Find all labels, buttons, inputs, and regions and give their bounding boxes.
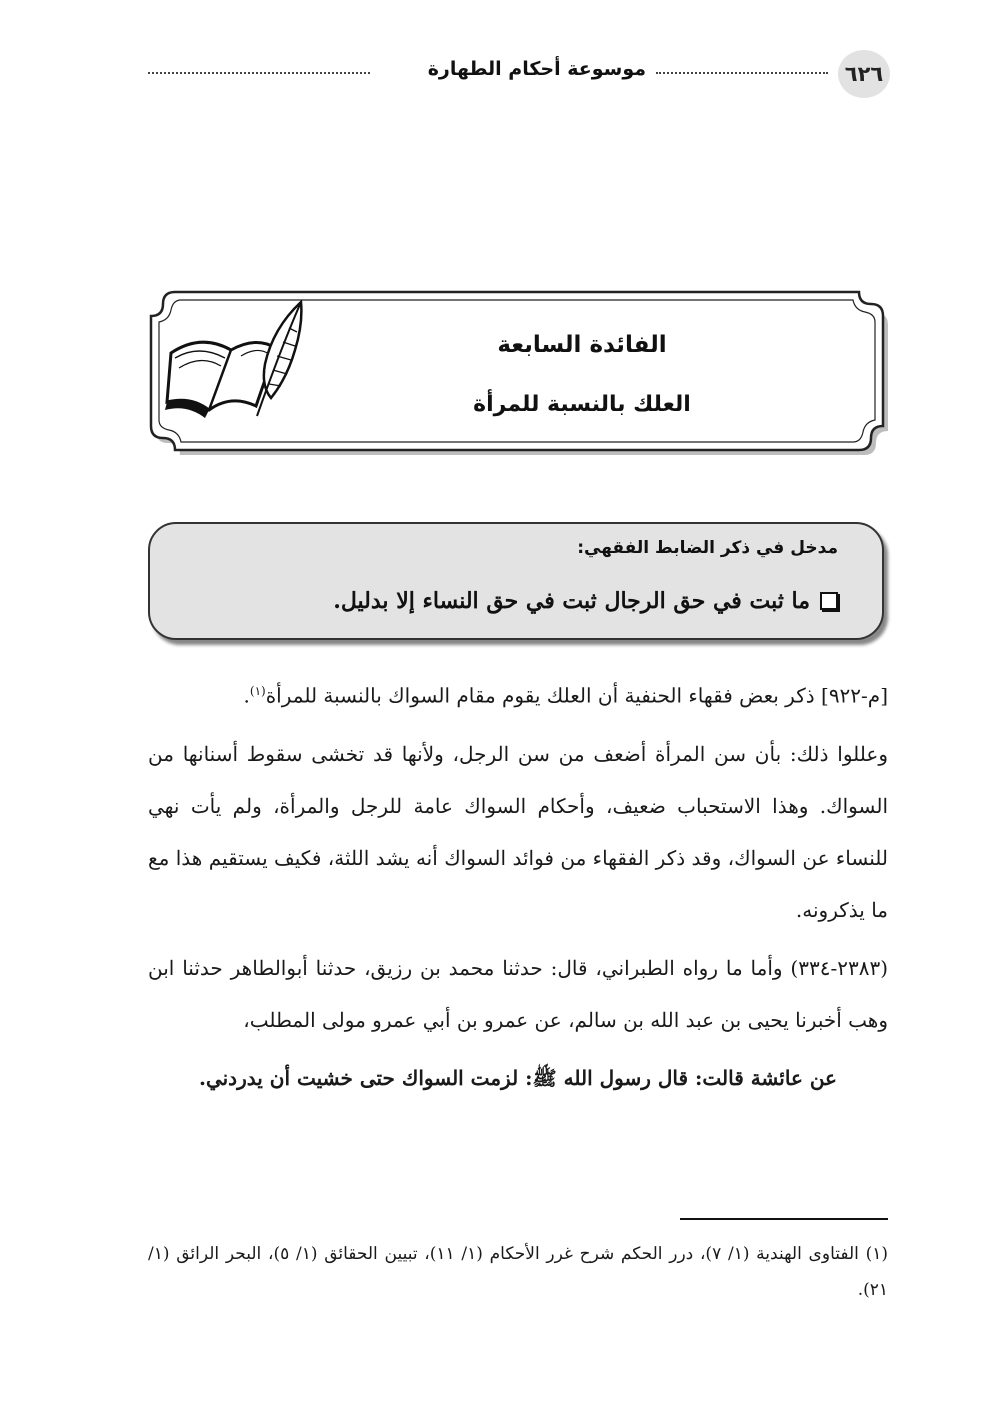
paragraph-1-end: . (243, 683, 250, 708)
running-title: موسوعة أحكام الطهارة (427, 58, 646, 80)
open-book-quill-icon (161, 298, 306, 423)
page-number: ٦٢٦ (838, 50, 890, 98)
rule-text: ما ثبت في حق الرجال ثبت في حق النساء إلا بدليل. (333, 588, 810, 614)
main-text (148, 665, 888, 1110)
header-dots-left (148, 72, 370, 74)
footnote-reference: (١) (249, 684, 266, 698)
rule-item (333, 588, 838, 614)
footnote-1: (١) الفتاوى الهندية (١/ ٧)، درر الحكم شرح غرر الأحكام (١/ ١١)، تبيين الحقائق (١/ ٥)، البحر الرائق (١/ ٢١). (148, 1244, 889, 1300)
jurisprudence-rule-box (148, 522, 884, 640)
chapter-title-frame (143, 288, 891, 458)
paragraph-1 (148, 665, 888, 722)
hadith-quote: عن عائشة قالت: قال رسول الله ﷺ: لزمت السواك حتى خشيت أن يدردني. (198, 1065, 837, 1090)
header-dots-right (656, 72, 828, 74)
chapter-heading: الفائدة السابعة (497, 332, 667, 358)
footnote-separator (680, 1218, 888, 1220)
page-header (148, 50, 890, 98)
paragraph-2: وعللوا ذلك: بأن سن المرأة أضعف من سن الرجل، ولأنها قد تخشى سقوط أسنانها من السواك. وهذا الاستحباب ضعيف، وأحكام السواك عامة للرجل والمرأة، ولم يأت نهي للنساء عن السواك، وقد ذكر الفقهاء من فوائد السواك أنه يشد اللثة، فكيف يستقيم هذا مع ما يذكرونه. (148, 741, 888, 922)
checkbox-icon (820, 592, 838, 610)
paragraph-1-text: [م-٩٢٢] ذكر بعض فقهاء الحنفية أن العلك يقوم مقام السواك بالنسبة للمرأة (265, 683, 888, 708)
paragraph-3: (٢٣٨٣-٣٣٤) وأما ما رواه الطبراني، قال: حدثنا محمد بن رزيق، حدثنا أبوالطاهر حدثنا ابن وهب أخبرنا يحيى بن عبد الله بن سالم، عن عمرو بن أبي عمرو مولى المطلب، (148, 955, 888, 1032)
chapter-subheading: العلك بالنسبة للمرأة (473, 392, 691, 417)
rule-heading: مدخل في ذكر الضابط الفقهي: (577, 538, 838, 558)
